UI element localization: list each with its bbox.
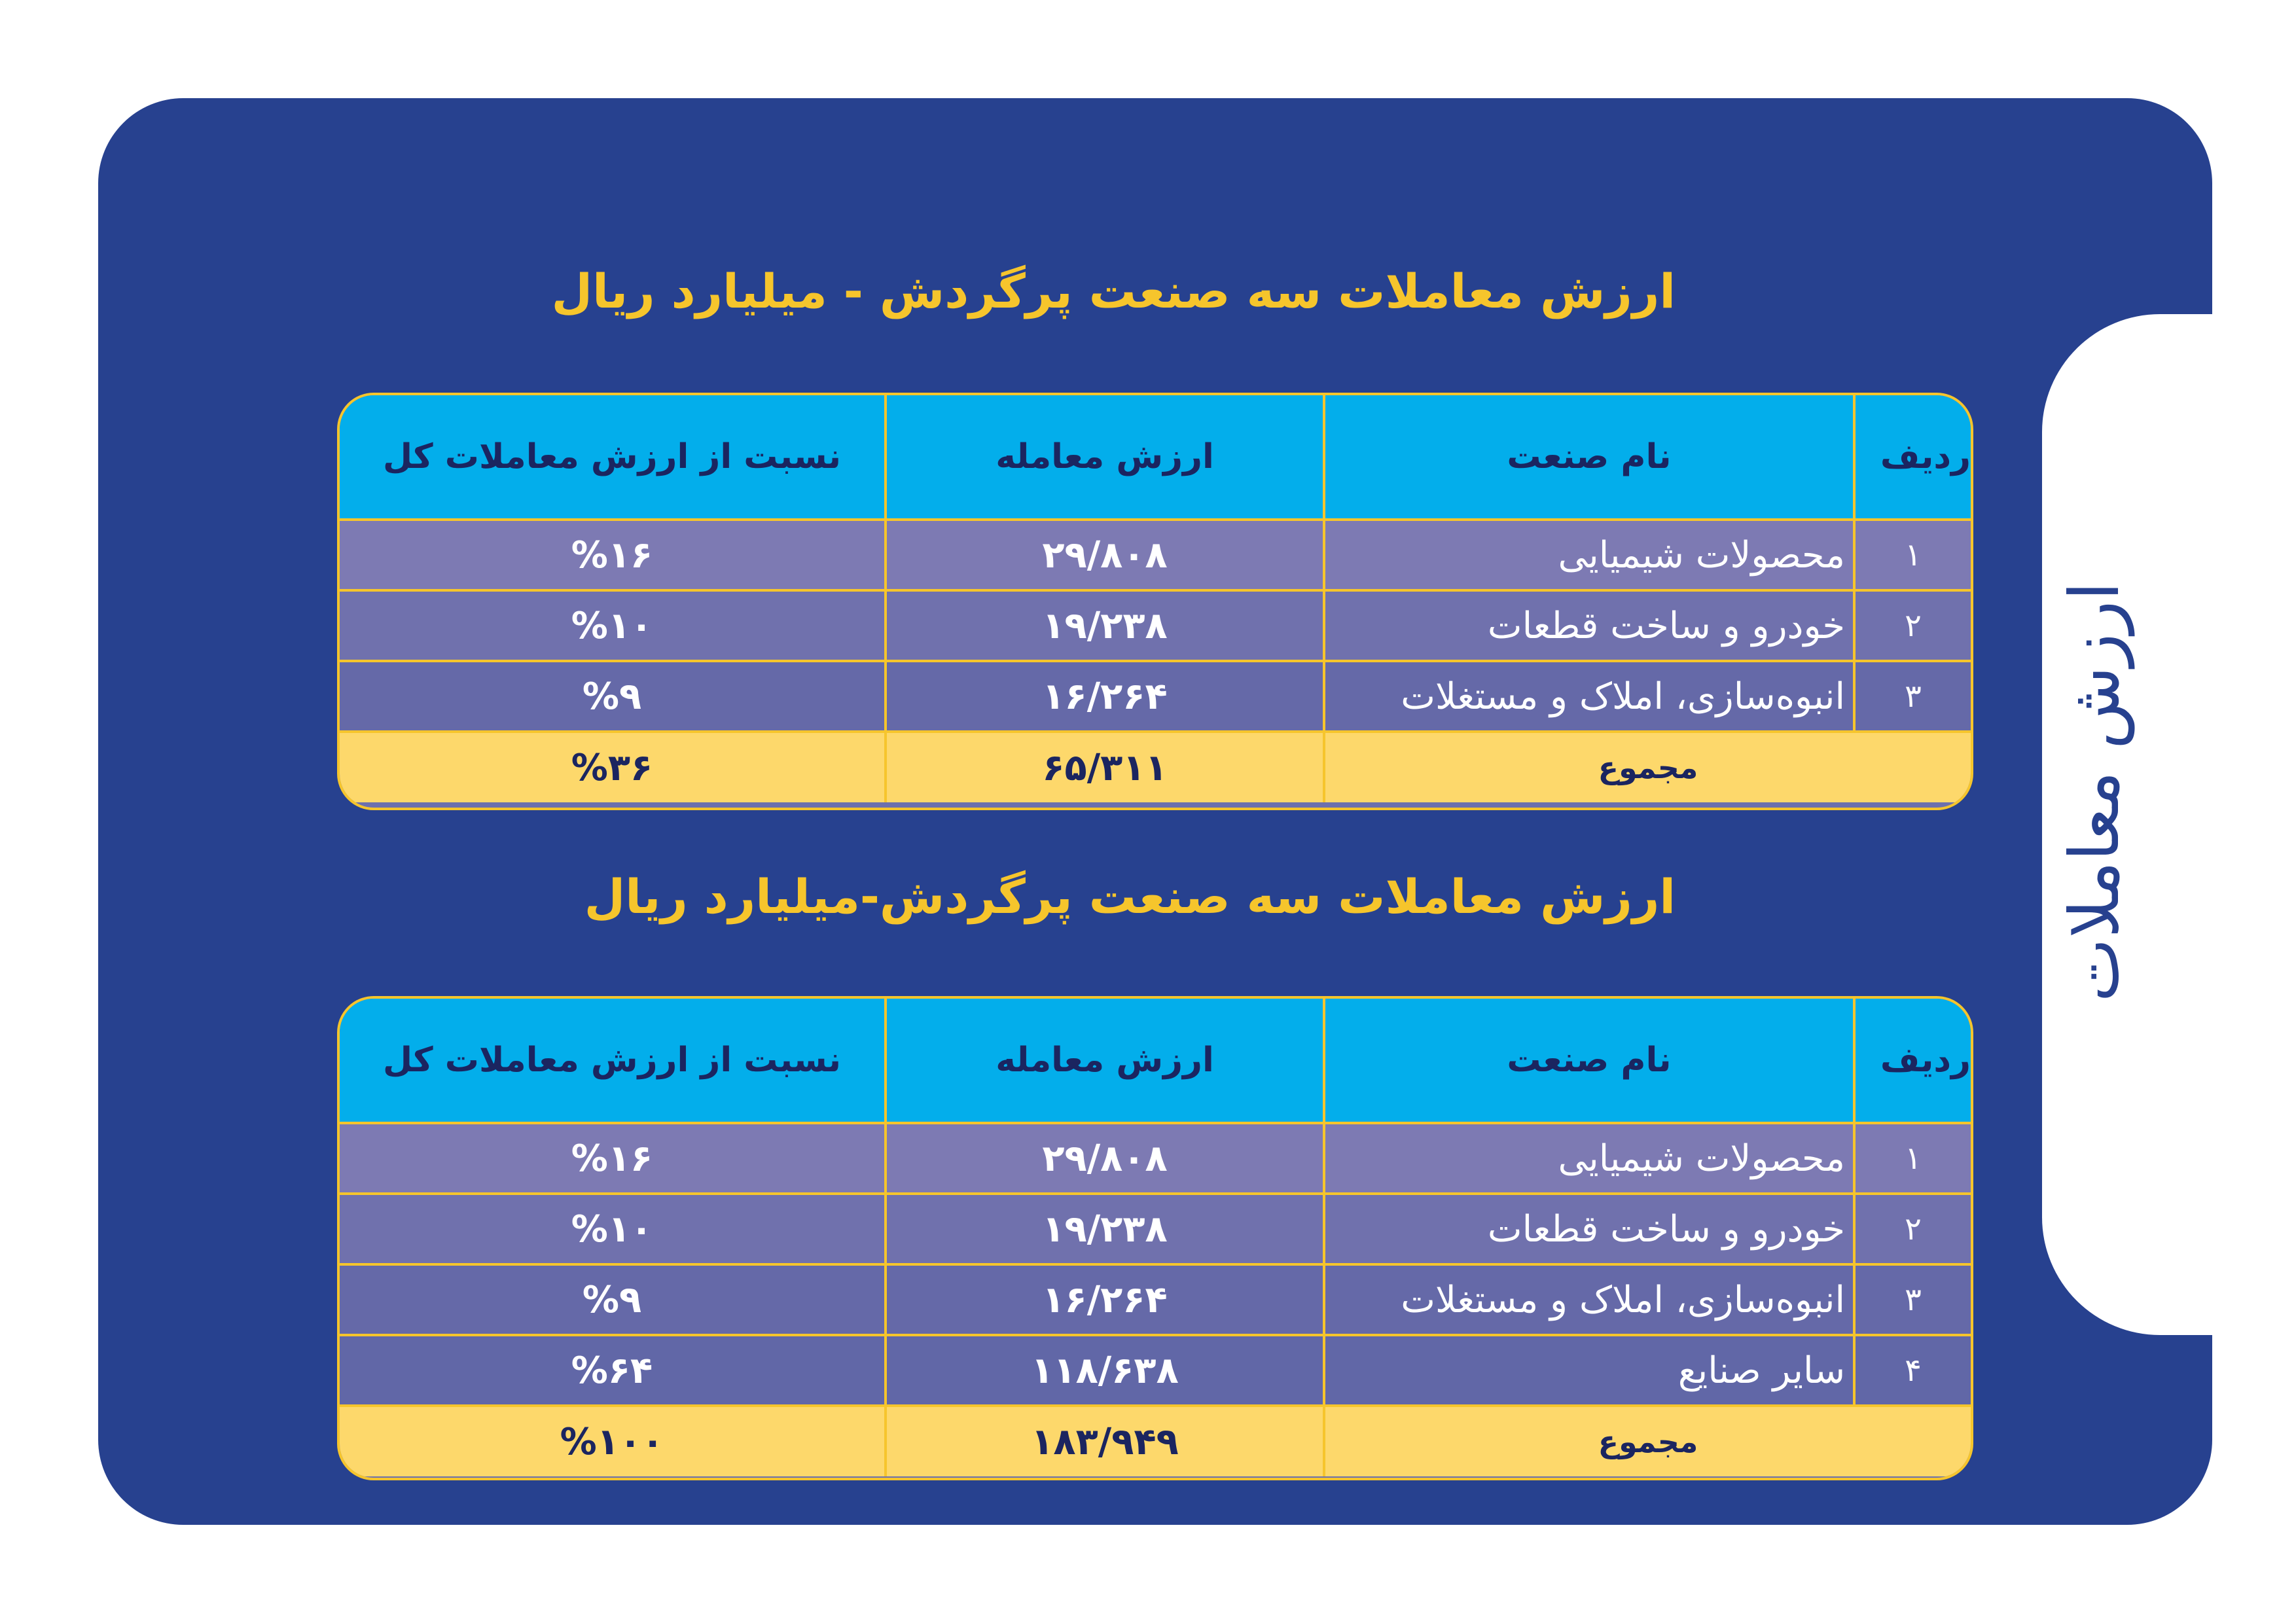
header-index: ردیف bbox=[1853, 395, 1971, 518]
header-value: ارزش معامله bbox=[884, 999, 1323, 1122]
row-index: ۱ bbox=[1853, 521, 1971, 589]
row-index: ۱ bbox=[1853, 1124, 1971, 1192]
table1 bbox=[337, 393, 1973, 810]
header-index: ردیف bbox=[1853, 999, 1971, 1122]
row-industry: انبوه‌سازی، املاک و مستغلات bbox=[1323, 1266, 1853, 1334]
row-industry: محصولات شیمیایی bbox=[1323, 1124, 1853, 1192]
header-industry: نام صنعت bbox=[1323, 999, 1853, 1122]
row-value: ۱۹/۲۳۸ bbox=[884, 1195, 1323, 1263]
total-share: %۱۰۰ bbox=[560, 1420, 664, 1463]
row-industry: محصولات شیمیایی bbox=[1323, 521, 1853, 589]
row-index: ۲ bbox=[1853, 592, 1971, 660]
total-label: مجموع bbox=[1323, 1407, 1971, 1476]
row-share: %۹ bbox=[582, 1278, 642, 1321]
table2-header-row bbox=[340, 999, 1971, 1124]
row-value: ۱۶/۲۶۴ bbox=[884, 1266, 1323, 1334]
table2 bbox=[337, 996, 1973, 1480]
row-index: ۴ bbox=[1853, 1336, 1971, 1404]
table-row bbox=[340, 1124, 1971, 1195]
row-industry: خودرو و ساخت قطعات bbox=[1323, 1195, 1853, 1263]
row-share: %۱۰ bbox=[571, 1207, 653, 1251]
row-value: ۲۹/۸۰۸ bbox=[884, 1124, 1323, 1192]
table-row bbox=[340, 1195, 1971, 1266]
row-value: ۱۱۸/۶۳۸ bbox=[884, 1336, 1323, 1404]
row-share: %۱۶ bbox=[571, 533, 653, 577]
row-share: %۱۰ bbox=[571, 604, 653, 647]
side-title: ارزش معاملات bbox=[2054, 581, 2134, 1003]
row-value: ۲۹/۸۰۸ bbox=[884, 521, 1323, 589]
row-index: ۲ bbox=[1853, 1195, 1971, 1263]
header-value: ارزش معامله bbox=[884, 395, 1323, 518]
table2-title: ارزش معاملات سه صنعت پرگردش-میلیارد ریال bbox=[584, 869, 1676, 924]
table-row bbox=[340, 1266, 1971, 1336]
header-share: نسبت از ارزش معاملات کل bbox=[383, 437, 841, 476]
row-industry: سایر صنایع bbox=[1323, 1336, 1853, 1404]
total-label: مجموع bbox=[1323, 733, 1971, 802]
row-industry: انبوه‌سازی، املاک و مستغلات bbox=[1323, 662, 1853, 730]
row-value: ۱۹/۲۳۸ bbox=[884, 592, 1323, 660]
total-value: ۶۵/۳۱۱ bbox=[884, 733, 1323, 802]
table-row bbox=[340, 662, 1971, 733]
header-share: نسبت از ارزش معاملات کل bbox=[383, 1041, 841, 1080]
table1-header-row bbox=[340, 395, 1971, 521]
table-row bbox=[340, 521, 1971, 592]
row-share: %۶۴ bbox=[571, 1349, 653, 1392]
row-share: %۱۶ bbox=[571, 1137, 653, 1180]
row-index: ۳ bbox=[1853, 1266, 1971, 1334]
table-row bbox=[340, 592, 1971, 662]
table-row bbox=[340, 1336, 1971, 1407]
total-share: %۳۶ bbox=[571, 746, 653, 789]
row-industry: خودرو و ساخت قطعات bbox=[1323, 592, 1853, 660]
table2-total-row bbox=[340, 1407, 1971, 1476]
row-share: %۹ bbox=[582, 675, 642, 718]
row-index: ۳ bbox=[1853, 662, 1971, 730]
table1-title: ارزش معاملات سه صنعت پرگردش - میلیارد ریال bbox=[551, 264, 1676, 319]
total-value: ۱۸۳/۹۴۹ bbox=[884, 1407, 1323, 1476]
table1-total-row bbox=[340, 733, 1971, 802]
header-industry: نام صنعت bbox=[1323, 395, 1853, 518]
row-value: ۱۶/۲۶۴ bbox=[884, 662, 1323, 730]
